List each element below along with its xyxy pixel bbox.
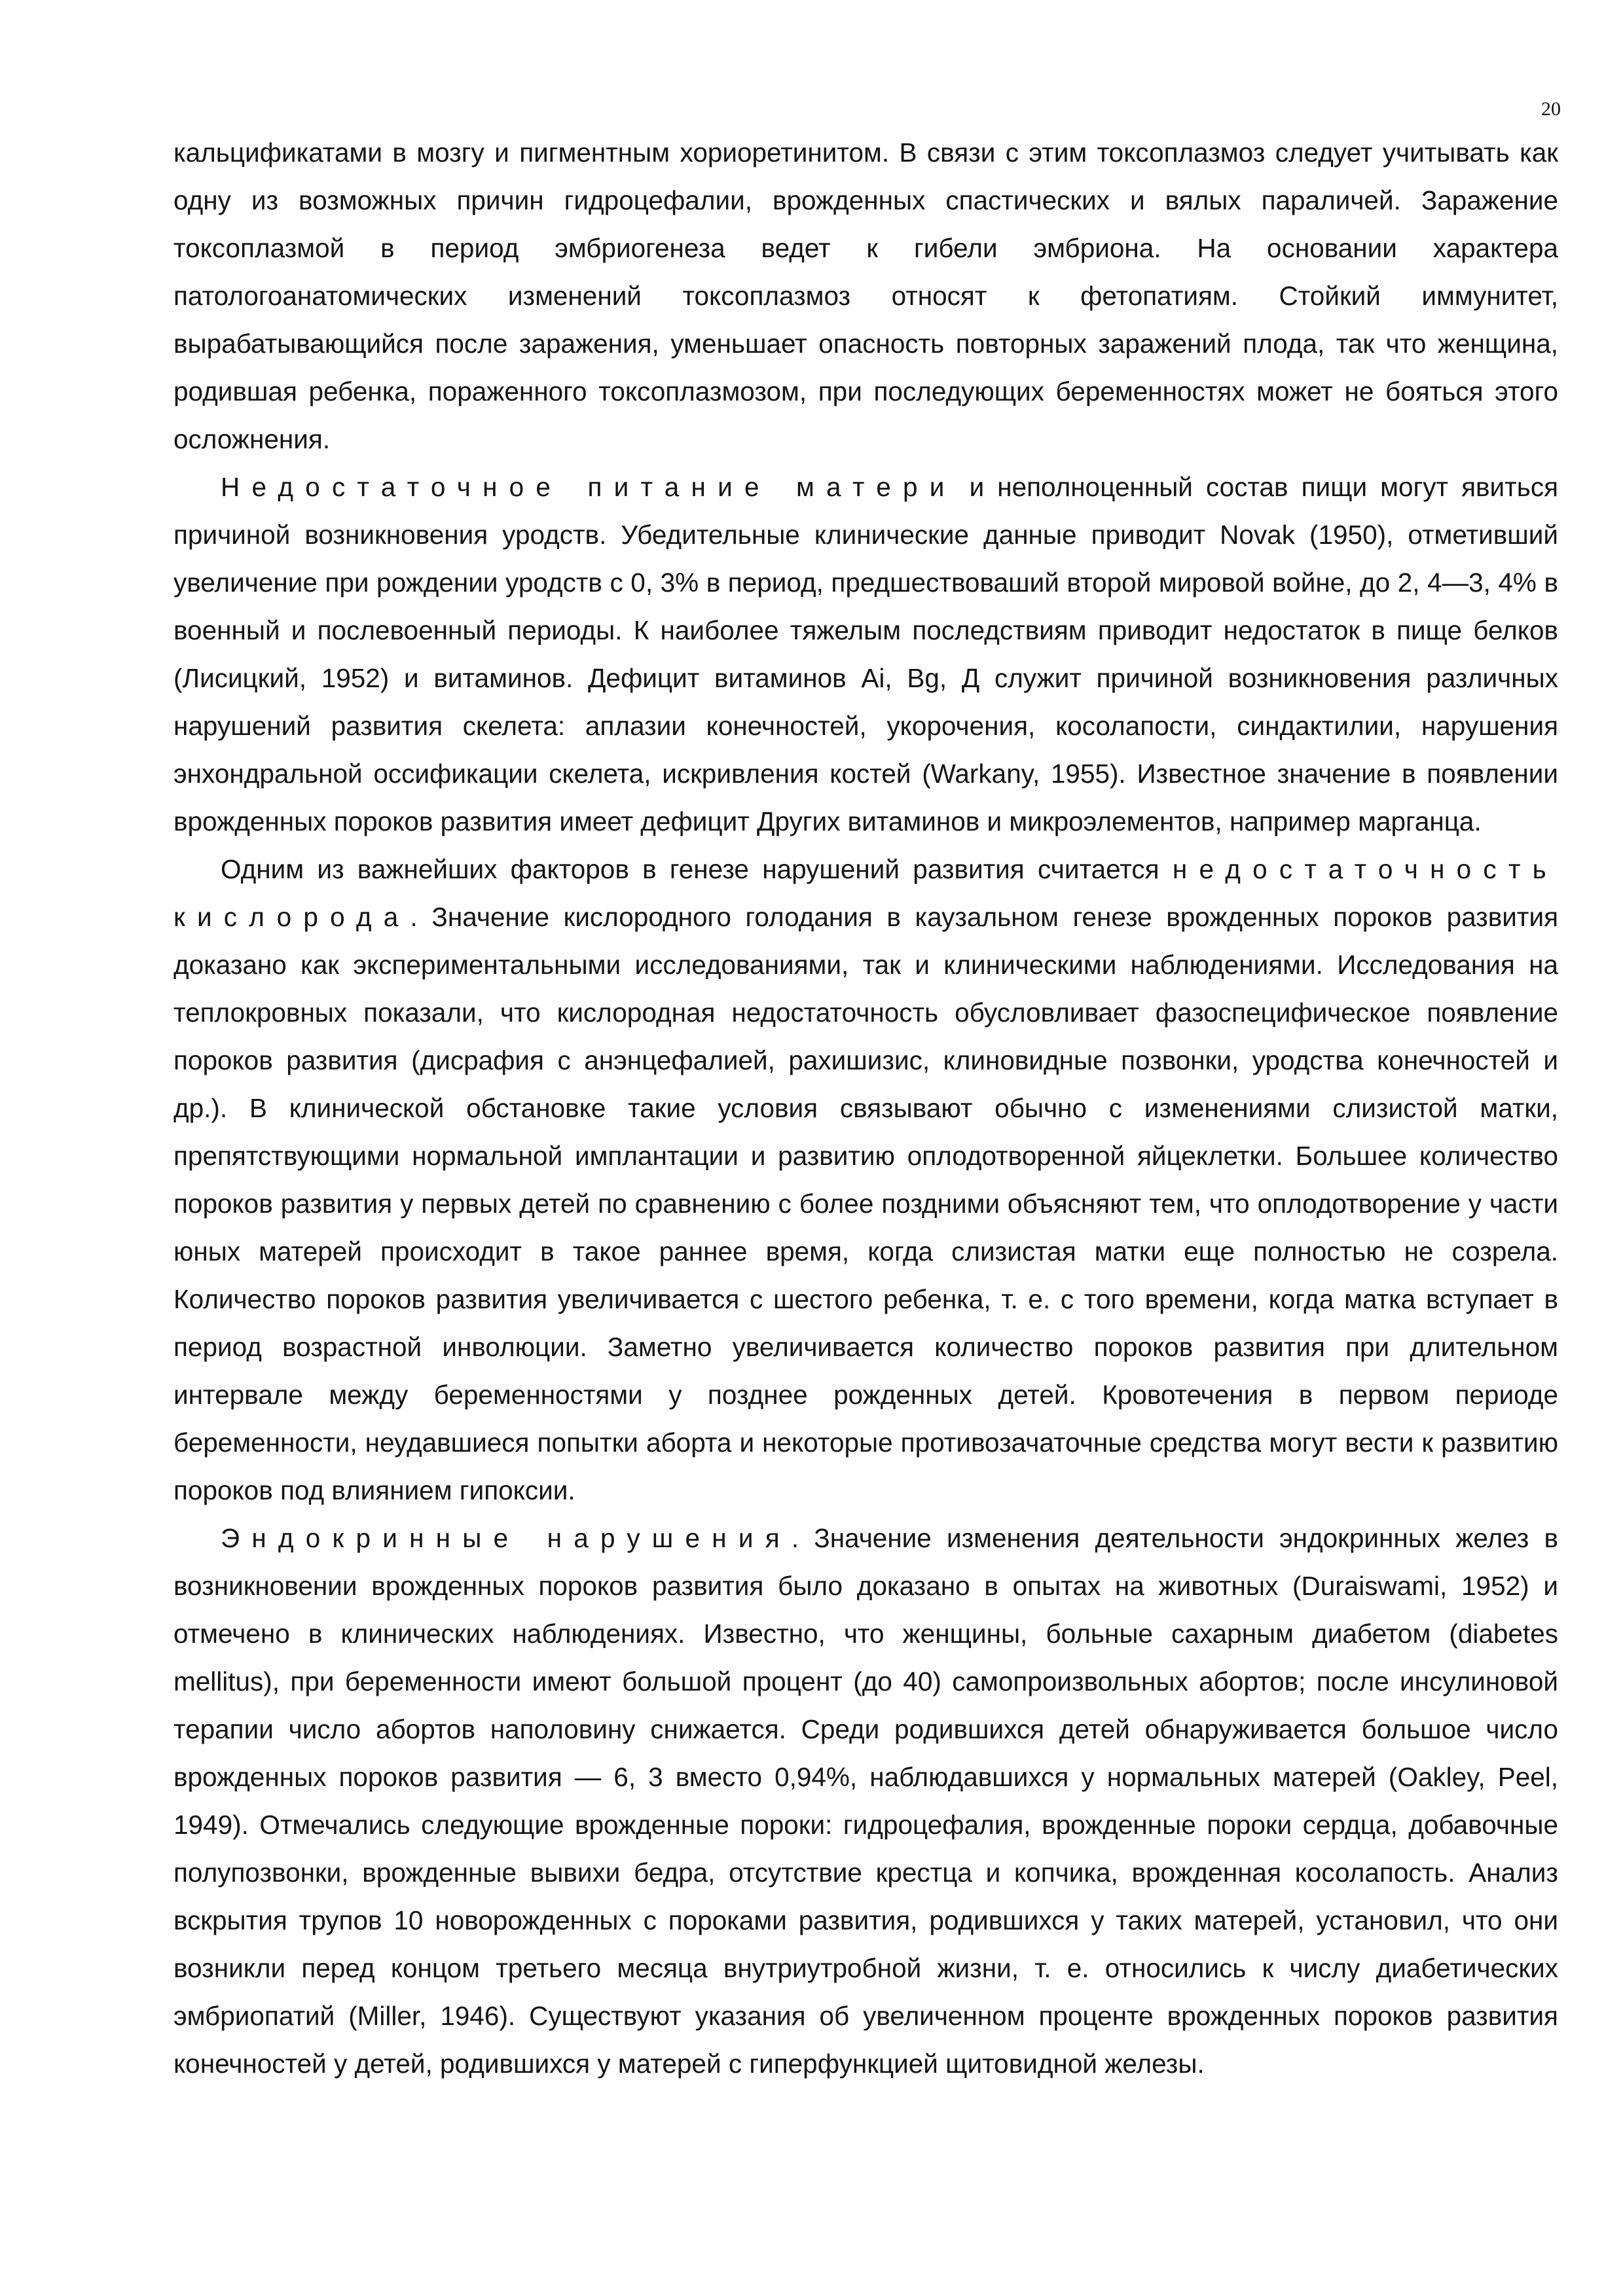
document-body [173,129,1558,2088]
paragraph-malnutrition [173,463,1558,846]
paragraph-hypoxia-intro: Одним из важнейших факторов в генезе нарушений развития считается [221,854,1173,884]
paragraph-endocrine [173,1515,1558,2088]
page-number: 20 [1541,98,1561,120]
spaced-term-endocrine: Эндокринные нарушения [221,1523,792,1553]
spaced-term-malnutrition: Недостаточное питание матери [221,472,957,502]
paragraph-malnutrition-text: и неполноценный состав пищи могут явиться причиной возникновения уродств. Убедительные клинические данные приводит Novak (1950), отметивший увеличение при рождении уродств с 0, 3% в период, предшествоваший второй мировой войне, до 2, 4—3, 4% в военный и послевоенный периоды. К наиболее тяжелым последствиям приводит недостаток в пище белков (Лисицкий, 1952) и витаминов. Дефицит витаминов Ai, Bg, Д служит причиной возникновения различных нарушений развития скелета: аплазии конечностей, укорочения, косолапости, синдактилии, нарушения энхондральной оссификации скелета, искривления костей (Warkany, 1955). Известное значение в появлении врожденных пороков развития имеет дефицит Других витаминов и микроэлементов, например марганца. [173,472,1558,836]
paragraph-toxoplasmosis: кальцификатами в мозгу и пигментным хориоретинитом. В связи с этим токсоплазмоз следует учитывать как одну из возможных причин гидроцефалии, врожденных спастических и вялых параличей. Заражение токсоплазмой в период эмбриогенеза ведет к гибели эмбриона. На основании характера патологоанатомических изменений токсоплазмоз относят к фетопатиям. Стойкий иммунитет, вырабатывающийся после заражения, уменьшает опасность повторных заражений плода, так что женщина, родившая ребенка, пораженного токсоплазмозом, при последующих беременностях может не бояться этого осложнения. [173,137,1558,454]
paragraph-hypoxia-text: . Значение кислородного голодания в каузальном генезе врожденных пороков развития доказано как экспериментальными исследованиями, так и клиническими наблюдениями. Исследования на теплокровных показали, что кислородная недостаточность обусловливает фазоспецифическое появление пороков развития (дисрафия с анэнцефалией, рахишизис, клиновидные позвонки, уродства конечностей и др.). В клинической обстановке такие условия связывают обычно с изменениями слизистой матки, препятствующими нормальной имплантации и развитию оплодотворенной яйцеклетки. Большее количество пороков развития у первых детей по сравнению с более поздними объясняют тем, что оплодотворение у части юных матерей происходит в такое раннее время, когда слизистая матки еще полностью не созрела. Количество пороков развития увеличивается с шестого ребенка, т. е. с того времени, когда матка вступает в период возрастной инволюции. Заметно увеличивается количество пороков развития при длительном интервале между беременностями у позднее рожденных детей. Кровотечения в первом периоде беременности, неудавшиеся попытки аборта и некоторые противозачаточные средства могут вести к развитию пороков под влиянием гипоксии. [173,902,1558,1505]
paragraph-endocrine-text: . Значение изменения деятельности эндокринных желез в возникновении врожденных пороков развития было доказано в опытах на животных (Duraiswami, 1952) и отмечено в клинических наблюдениях. Известно, что женщины, больные сахарным диабетом (diabetes mellitus), при беременности имеют большой процент (до 40) самопроизвольных абортов; после инсулиновой терапии число абортов наполовину снижается. Среди родившихся детей обнаруживается большое число врожденных пороков развития — 6, 3 вместо 0,94%, наблюдавшихся у нормальных матерей (Oakley, Peel, 1949). Отмечались следующие врожденные пороки: гидроцефалия, врожденные пороки сердца, добавочные полупозвонки, врожденные вывихи бедра, отсутствие крестца и копчика, врожденная косолапость. Анализ вскрытия трупов 10 новорожденных с пороками развития, родившихся у таких матерей, установил, что они возникли перед концом третьего месяца внутриутробной жизни, т. е. относились к числу диабетических эмбриопатий (Miller, 1946). Существуют указания об увеличенном проценте врожденных пороков развития конечностей у детей, родившихся у матерей с гиперфункцией щитовидной железы. [173,1523,1558,2079]
spaced-term-hypoxia: недостаточность кислорода [173,854,1558,932]
paragraph-hypoxia [173,846,1558,1515]
